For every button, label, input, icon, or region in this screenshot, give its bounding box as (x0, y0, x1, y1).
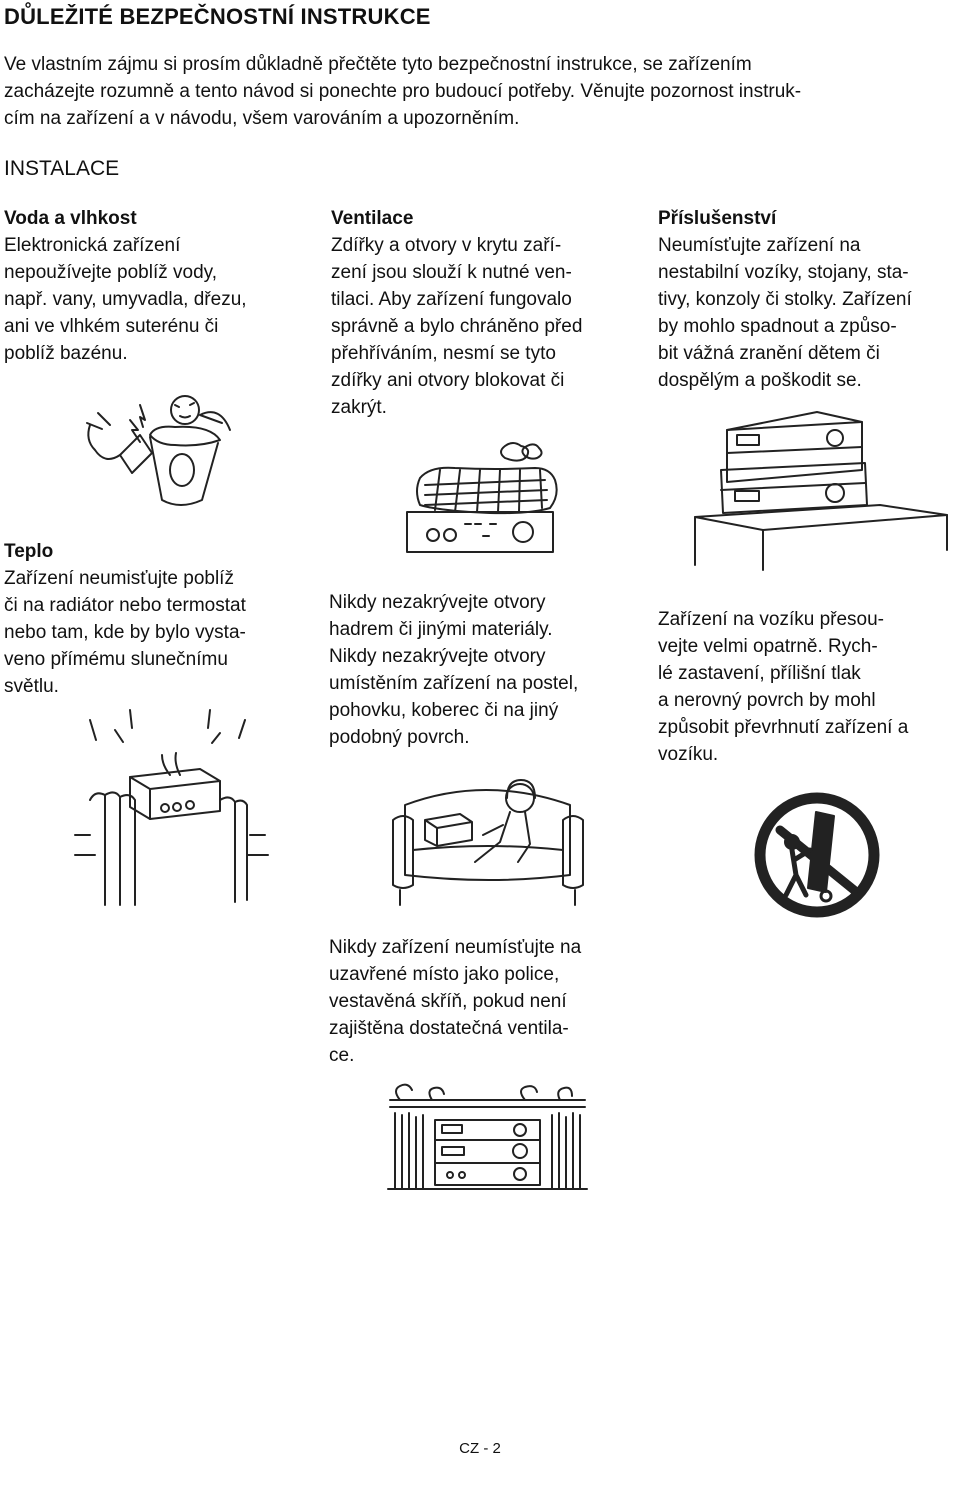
cart-line: vozíku. (658, 744, 719, 765)
accessories-block (658, 205, 958, 394)
enclosed-line: Nikdy zařízení neumísťujte na (329, 937, 582, 958)
heat-block (4, 538, 304, 700)
intro-paragraph (4, 51, 934, 132)
accessories-heading: Příslušenství (658, 208, 777, 229)
heat-line: či na radiátor nebo termostat (4, 595, 246, 616)
accessories-line: by mohlo spadnout a způso- (658, 316, 897, 337)
unstable-table-illustration (685, 405, 955, 570)
sofa-illustration (385, 770, 585, 910)
enclosed-line: ce. (329, 1045, 355, 1066)
water-line: Elektronická zařízení (4, 235, 181, 256)
cover-line: hadrem či jinými materiály. (329, 619, 553, 640)
ventilation-line: zení jsou slouží k nutné ven- (331, 262, 572, 283)
ventilation-line: zakrýt. (331, 397, 387, 418)
cart-line: a nerovný povrch by mohl (658, 690, 876, 711)
enclosed-line: uzavřené místo jako police, (329, 964, 560, 985)
heat-line: Zařízení neumisťujte poblíž (4, 568, 234, 589)
radiator-amplifier-illustration (70, 705, 270, 915)
bathtub-shock-illustration (80, 385, 250, 525)
ventilation-heading: Ventilace (331, 208, 414, 229)
cart-line: lé zastavení, přílišní tlak (658, 663, 861, 684)
accessories-line: nestabilní vozíky, stojany, sta- (658, 262, 909, 283)
water-heading: Voda a vlhkost (4, 208, 137, 229)
accessories-line: tivy, konzoly či stolky. Zařízení (658, 289, 912, 310)
cart-warning-icon (752, 790, 882, 920)
intro-line: zacházejte rozumně a tento návod si ponechte pro budoucí potřeby. Věnujte pozornost instruk- (4, 81, 802, 102)
cover-line: Nikdy nezakrývejte otvory (329, 592, 546, 613)
page-number: CZ - 2 (459, 1440, 501, 1457)
water-line: např. vany, umyvadla, dřezu, (4, 289, 247, 310)
water-block (4, 205, 304, 367)
intro-line: cím na zařízení a v návodu, všem varováním a upozorněním. (4, 108, 520, 129)
page-title: DŮLEŽITÉ BEZPEČNOSTNÍ INSTRUKCE (4, 4, 431, 29)
cover-block (329, 589, 639, 751)
heat-line: světlu. (4, 676, 59, 697)
enclosed-line: vestavěná skříň, pokud není (329, 991, 567, 1012)
cover-line: Nikdy nezakrývejte otvory (329, 646, 546, 667)
ventilation-line: Zdířky a otvory v krytu zaří- (331, 235, 562, 256)
heat-line: nebo tam, kde by bylo vysta- (4, 622, 246, 643)
intro-line: Ve vlastním zájmu si prosím důkladně přečtěte tyto bezpečnostní instrukce, se zařízením (4, 54, 752, 75)
water-line: ani ve vlhkém suterénu či (4, 316, 219, 337)
enclosed-block (329, 934, 649, 1069)
heat-line: veno přímému slunečnímu (4, 649, 228, 670)
accessories-line: Neumísťujte zařízení na (658, 235, 861, 256)
ventilation-block (331, 205, 631, 421)
ventilation-line: přehříváním, nesmí se tyto (331, 343, 556, 364)
section-heading: INSTALACE (4, 157, 120, 180)
cover-line: podobný povrch. (329, 727, 470, 748)
ventilation-line: správně a bylo chráněno před (331, 316, 583, 337)
enclosed-line: zajištěna dostatečná ventila- (329, 1018, 569, 1039)
ventilation-line: tilaci. Aby zařízení fungovalo (331, 289, 572, 310)
enclosed-shelf-illustration (380, 1085, 595, 1195)
cover-line: umístěním zařízení na postel, (329, 673, 579, 694)
ventilation-line: zdířky ani otvory blokovat či (331, 370, 565, 391)
covered-amplifier-illustration (395, 440, 565, 575)
heat-heading: Teplo (4, 541, 54, 562)
accessories-line: bit vážná zranění dětem či (658, 343, 880, 364)
water-line: poblíž bazénu. (4, 343, 128, 364)
cart-block (658, 606, 958, 768)
cover-line: pohovku, koberec či na jiný (329, 700, 559, 721)
cart-line: způsobit převrhnutí zařízení a (658, 717, 909, 738)
cart-line: vejte velmi opatrně. Rych- (658, 636, 878, 657)
water-line: nepoužívejte poblíž vody, (4, 262, 218, 283)
cart-line: Zařízení na vozíku přesou- (658, 609, 884, 630)
accessories-line: dospělým a poškodit se. (658, 370, 862, 391)
